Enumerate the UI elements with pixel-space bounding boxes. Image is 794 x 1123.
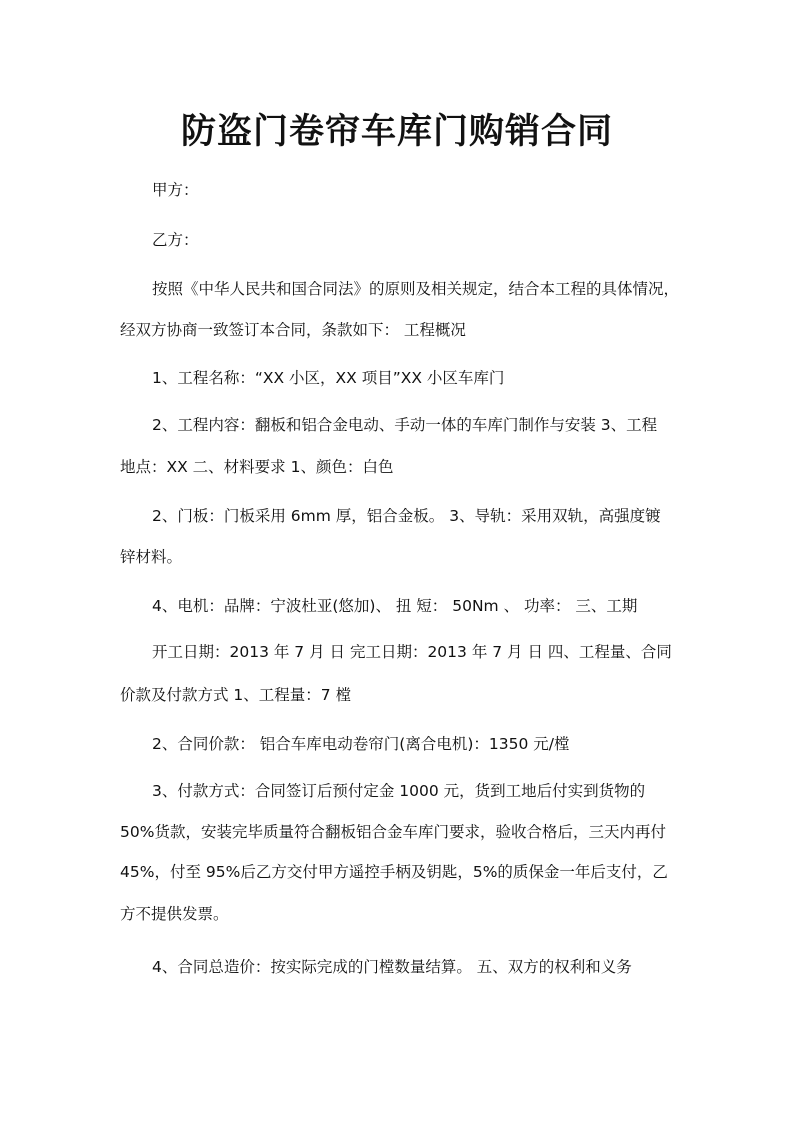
paragraph-line: 按照《中华人民共和国合同法》的原则及相关规定，结合本工程的具体情况， (152, 280, 680, 298)
paragraph-line: 开工日期：2013 年 7 月 日 完工日期：2013 年 7 月 日 四、工程量、合同 (152, 643, 672, 661)
paragraph-line: 经双方协商一致签订本合同，条款如下： 工程概况 (120, 321, 466, 339)
paragraph-line: 45%，付至 95%后乙方交付甲方遥控手柄及钥匙，5%的质保金一年后支付，乙 (120, 863, 668, 881)
paragraph-line: 价款及付款方式 1、工程量：7 樘 (120, 686, 352, 704)
party-a-line: 甲方： (152, 181, 199, 199)
paragraph-line: 1、工程名称：“XX 小区，XX 项目”XX 小区车库门 (152, 369, 505, 387)
paragraph-line: 3、付款方式：合同签订后预付定金 1000 元，货到工地后付实到货物的 (152, 782, 646, 800)
paragraph-line: 4、电机：品牌：宁波杜亚(悠加)、 扭 短： 50Nm 、 功率： 三、工期 (152, 597, 638, 615)
paragraph-line: 2、门板：门板采用 6mm 厚，铝合金板。 3、导轨：采用双轨，高强度镀 (152, 507, 661, 525)
document-title: 防盗门卷帘车库门购销合同 (180, 112, 613, 152)
paragraph-line: 2、合同价款： 铝合车库电动卷帘门(离合电机)：1350 元/樘 (152, 735, 570, 753)
paragraph-line: 锌材料。 (120, 548, 183, 566)
paragraph-line: 方不提供发票。 (120, 905, 229, 923)
paragraph-line: 地点：XX 二、材料要求 1、颜色：白色 (120, 458, 394, 476)
paragraph-line: 2、工程内容：翻板和铝合金电动、手动一体的车库门制作与安装 3、工程 (152, 416, 658, 434)
party-b-line: 乙方： (152, 231, 199, 249)
paragraph-line: 50%货款，安装完毕质量符合翻板铝合金车库门要求，验收合格后，三天内再付 (120, 823, 666, 841)
paragraph-line: 4、合同总造价：按实际完成的门樘数量结算。 五、双方的权利和义务 (152, 958, 632, 976)
